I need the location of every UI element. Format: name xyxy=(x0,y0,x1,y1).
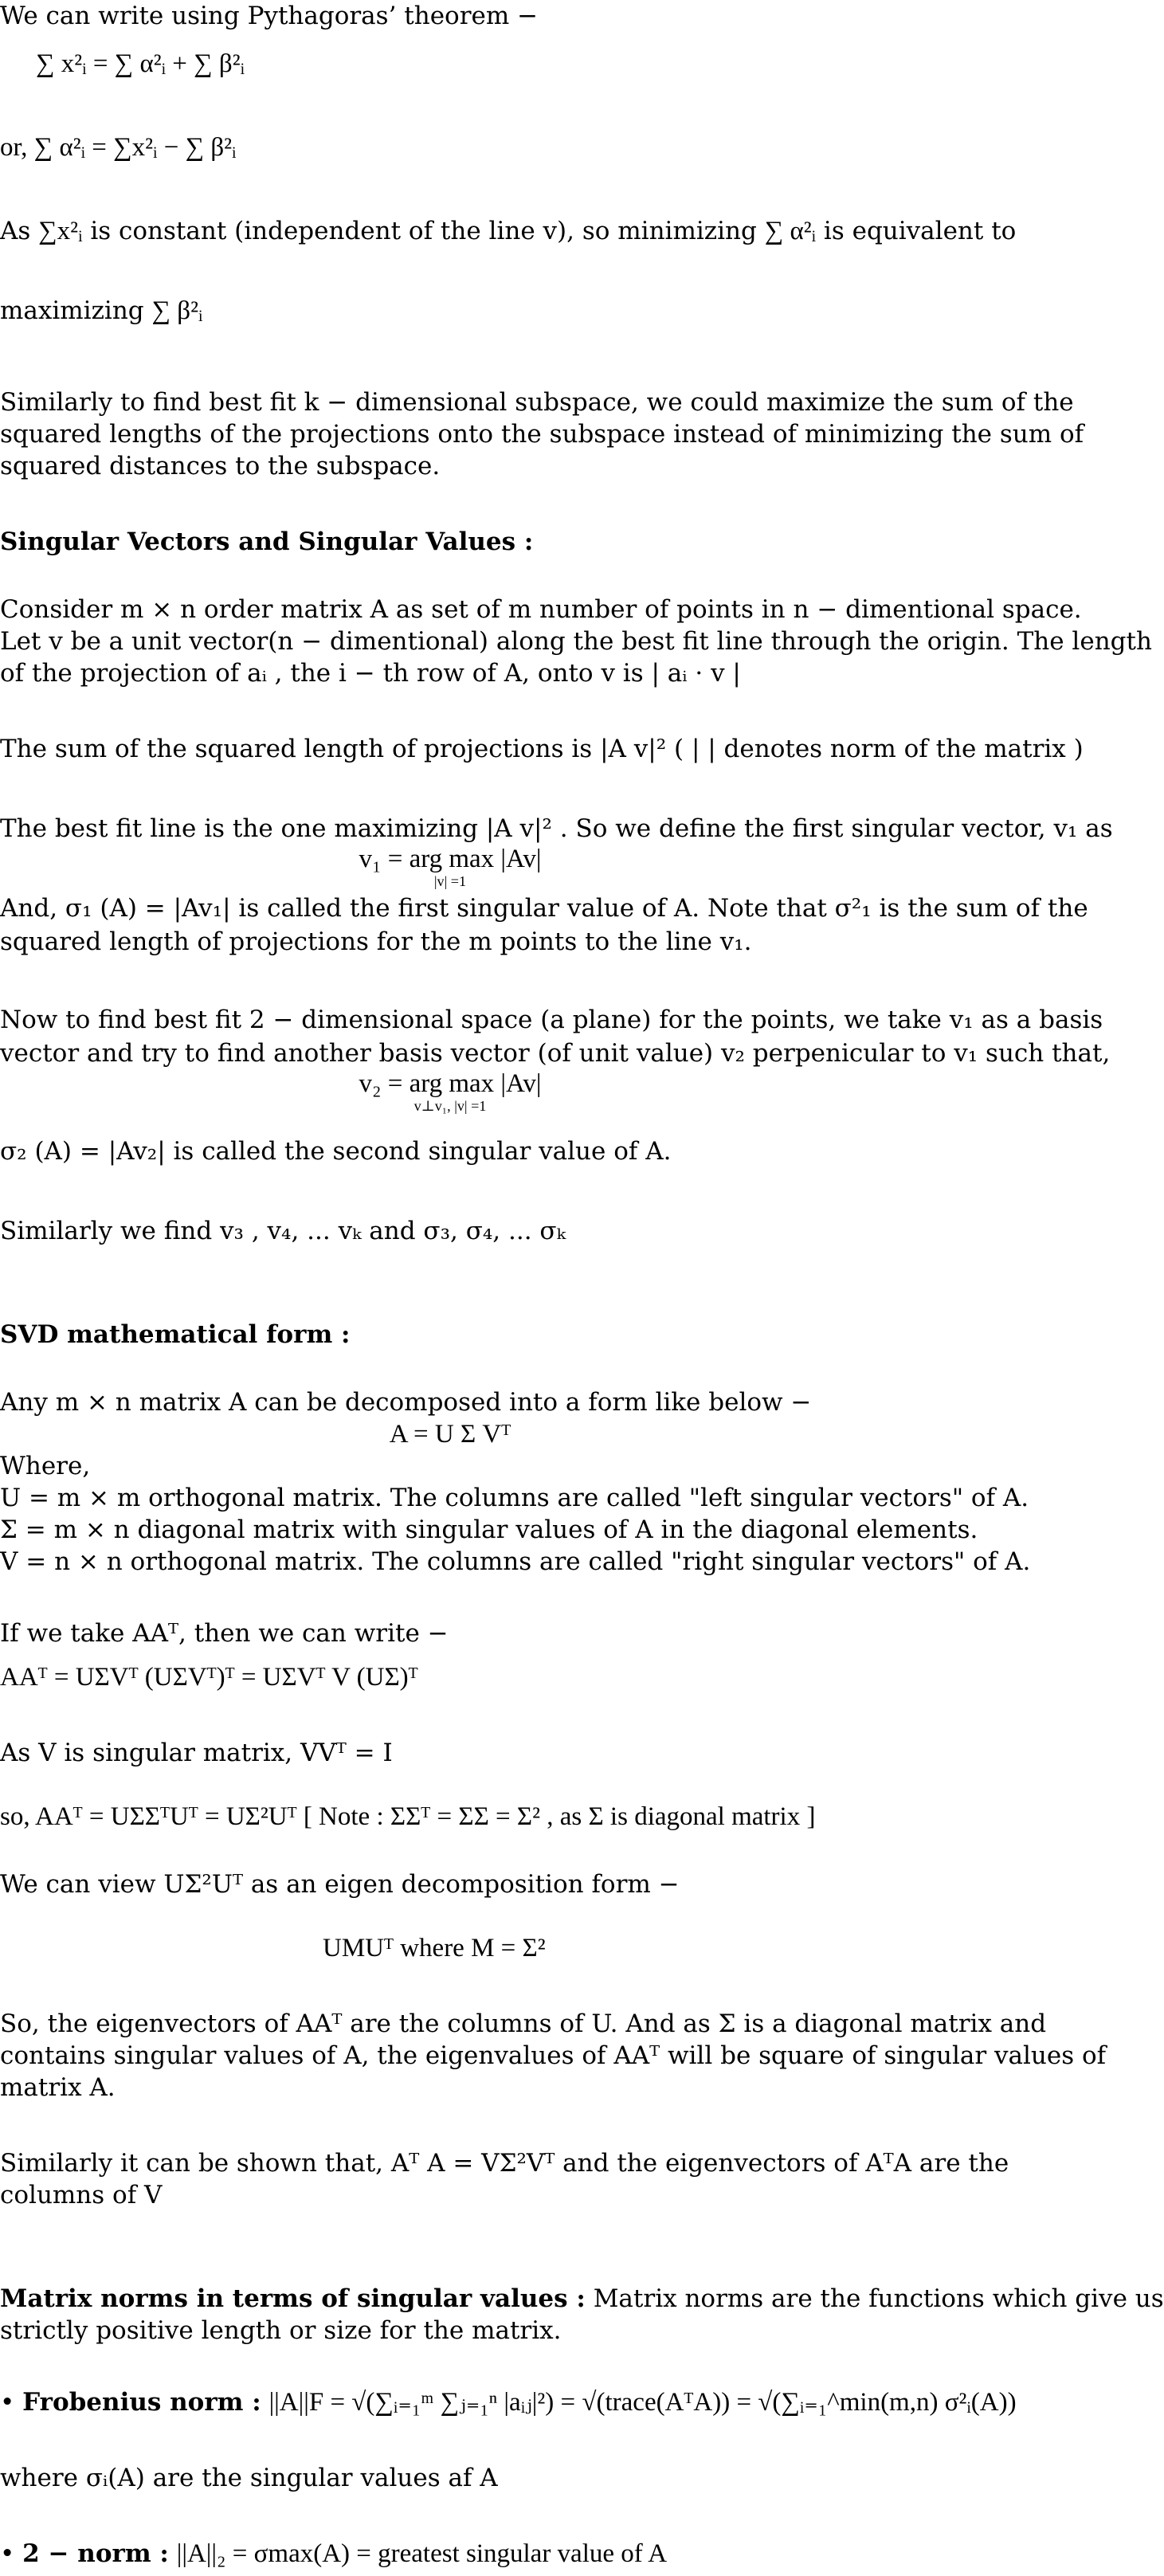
equation-v1-limit: |v| =1 xyxy=(433,873,467,889)
text-equivalent: is equivalent to xyxy=(823,217,1017,245)
equation-aat-diagonal: so, AAᵀ = UΣΣᵀUᵀ = UΣ²Uᵀ [ Note : ΣΣᵀ = ΣΣ = Σ² , as Σ is diagonal matrix ] xyxy=(0,1802,816,1831)
paragraph-matrix-norms-2: strictly positive length or size for the matrix. xyxy=(0,2316,562,2345)
equation-frobenius: ||A||F = √(∑ᵢ₌₁ᵐ ∑ⱼ₌₁ⁿ |aᵢⱼ|²) = √(trace(AᵀA)) = √(∑ᵢ₌₁^min(m,n) σ²ᵢ(A)) xyxy=(268,2388,1017,2417)
heading-matrix-norms: Matrix norms in terms of singular values : xyxy=(0,2284,586,2313)
equation-v2-body: v₂ = arg max |Av| xyxy=(359,1069,542,1098)
text-constant: is constant (independent of the line v), so minimizing xyxy=(90,217,757,245)
definition-sigma: Σ = m × n diagonal matrix with singular values of A in the diagonal elements. xyxy=(0,1515,978,1544)
paragraph-plane-1: Now to find best fit 2 − dimensional space (a plane) for the points, we take v₁ as a basis xyxy=(0,1006,1103,1034)
paragraph-sum-squared: The sum of the squared length of projections is |A v|² ( | | denotes norm of the matrix ) xyxy=(0,735,1084,763)
equation-prefix-or: or, xyxy=(0,133,28,162)
paragraph-consider-3: of the projection of aᵢ , the i − th row of A, onto v is | aᵢ · v | xyxy=(0,659,741,688)
heading-singular-vectors: Singular Vectors and Singular Values : xyxy=(0,527,534,556)
equation-v2 xyxy=(0,1071,900,1113)
equation-umut: UMUᵀ where M = Σ² xyxy=(323,1934,546,1962)
paragraph-similarly-vk: Similarly we find v₃ , v₄, ... vₖ and σ₃, σ₄, ... σₖ xyxy=(0,1217,566,1245)
paragraph-singular-values-of-a: where σᵢ(A) are the singular values af A xyxy=(0,2464,498,2492)
paragraph-take-aat: If we take AAᵀ, then we can write − xyxy=(0,1619,449,1648)
label-frobenius: Frobenius norm : xyxy=(22,2388,261,2417)
paragraph-pythagoras: We can write using Pythagoras’ theorem − xyxy=(0,2,539,30)
paragraph-eigen-form: We can view UΣ²Uᵀ as an eigen decomposition form − xyxy=(0,1870,680,1899)
paragraph-sigma2: σ₂ (A) = |Av₂| is called the second singular value of A. xyxy=(0,1137,672,1166)
paragraph-v-singular: As V is singular matrix, VVᵀ = I xyxy=(0,1739,393,1767)
equation-2-norm: ||A||₂ = σmax(A) = greatest singular value of A xyxy=(176,2539,668,2568)
paragraph-sigma1-1: And, σ₁ (A) = |Av₁| is called the first singular value of A. Note that σ²₁ is the sum of the xyxy=(0,894,1088,923)
equation-aat: AAᵀ = UΣVᵀ (UΣVᵀ)ᵀ = UΣVᵀ V (UΣ)ᵀ xyxy=(0,1663,418,1692)
equation-v1 xyxy=(0,846,900,888)
paragraph-eigenvectors-2: contains singular values of A, the eigenvalues of AAᵀ will be square of singular values of xyxy=(0,2041,1107,2070)
text-matrix-norms-1: Matrix norms are the functions which give us xyxy=(593,2284,1164,2313)
text-maximizing: maximizing xyxy=(0,296,144,325)
bullet-2-norm xyxy=(0,2538,1088,2570)
equation-sum-alpha-body: ∑ α²ᵢ = ∑x²ᵢ − ∑ β²ᵢ xyxy=(33,133,237,162)
paragraph-maximizing: maximizing ∑ β²ᵢ xyxy=(0,296,203,325)
paragraph-consider-2: Let v be a unit vector(n − dimentional) along the best fit line through the origin. The length xyxy=(0,627,1152,656)
label-2-norm: 2 − norm : xyxy=(22,2539,169,2568)
paragraph-minimizing: As ∑x²ᵢ is constant (independent of the line v), so minimizing ∑ α²ᵢ is equivalent to xyxy=(0,217,1017,245)
bullet-frobenius xyxy=(0,2386,1088,2418)
paragraph-subspace-3: squared distances to the subspace. xyxy=(0,452,441,480)
equation-v2-limit: v⊥v₁, |v| =1 xyxy=(413,1098,487,1114)
paragraph-best-fit-line: The best fit line is the one maximizing |A v|² . So we define the first singular vector, v₁ as xyxy=(0,814,1113,843)
equation-v1-body: v₁ = arg max |Av| xyxy=(359,845,542,873)
paragraph-consider-1: Consider m × n order matrix A as set of m number of points in n − dimentional space. xyxy=(0,595,1082,624)
heading-svd-form: SVD mathematical form : xyxy=(0,1320,351,1349)
equation-sum-alpha xyxy=(0,131,1088,163)
paragraph-eigenvectors-1: So, the eigenvectors of AAᵀ are the columns of U. And as Σ is a diagonal matrix and xyxy=(0,2009,1047,2038)
bullet-dot-icon: • xyxy=(0,2539,15,2568)
definition-v: V = n × n orthogonal matrix. The columns are called "right singular vectors" of A. xyxy=(0,1547,1031,1576)
paragraph-matrix-norms xyxy=(0,2283,1164,2315)
paragraph-decomposed: Any m × n matrix A can be decomposed into a form like below − xyxy=(0,1388,812,1417)
text-as: As xyxy=(0,217,31,245)
paragraph-ata-1: Similarly it can be shown that, Aᵀ A = VΣ²Vᵀ and the eigenvectors of AᵀA are the xyxy=(0,2149,1009,2178)
paragraph-plane-2: vector and try to find another basis vector (of unit value) v₂ perpenicular to v₁ such that, xyxy=(0,1039,1111,1068)
paragraph-subspace-1: Similarly to find best fit k − dimensional subspace, we could maximize the sum of the xyxy=(0,388,1074,417)
equation-svd: A = U Σ Vᵀ xyxy=(389,1420,511,1449)
paragraph-where: Where, xyxy=(0,1452,91,1480)
paragraph-sigma1-2: squared length of projections for the m points to the line v₁. xyxy=(0,927,752,956)
bullet-dot-icon: • xyxy=(0,2388,15,2417)
paragraph-subspace-2: squared lengths of the projections onto the subspace instead of minimizing the sum of xyxy=(0,420,1084,449)
equation-sum-x: ∑ x²ᵢ = ∑ α²ᵢ + ∑ β²ᵢ xyxy=(36,49,245,78)
paragraph-eigenvectors-3: matrix A. xyxy=(0,2073,116,2102)
definition-u: U = m × m orthogonal matrix. The columns are called "left singular vectors" of A. xyxy=(0,1484,1029,1512)
paragraph-ata-2: columns of V xyxy=(0,2181,163,2209)
